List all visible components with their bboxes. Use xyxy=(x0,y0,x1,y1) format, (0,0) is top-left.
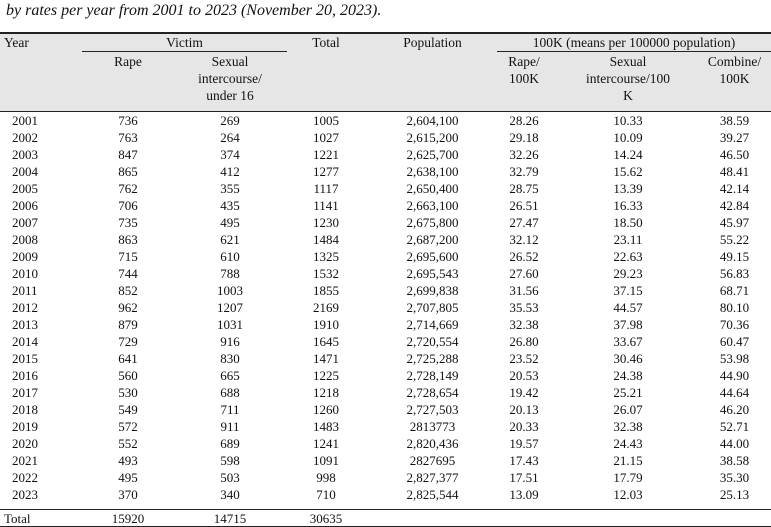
header-sexual-rate-line1: Sexual xyxy=(609,54,647,69)
table-caption: by rates per year from 2001 to 2023 (November 20, 2023). xyxy=(6,2,382,19)
cell-year: 2023 xyxy=(12,487,38,502)
cell-sexual-rate: 22.63 xyxy=(613,249,643,264)
header-sexual-rate-line2: intercourse/100 xyxy=(586,71,670,86)
cell-year: 2006 xyxy=(12,198,38,213)
totals-label: Total xyxy=(4,511,31,526)
cell-sexual: 264 xyxy=(220,130,240,145)
cell-rape-rate: 26.80 xyxy=(509,334,539,349)
cell-rape: 962 xyxy=(118,300,138,315)
cell-combine: 68.71 xyxy=(719,283,750,298)
header-rape-rate-line2: 100K xyxy=(509,71,539,86)
cell-rape-rate: 35.53 xyxy=(509,300,539,315)
cell-sexual: 435 xyxy=(220,198,240,213)
cell-total: 1225 xyxy=(313,368,339,383)
header-victim: Victim xyxy=(166,35,203,50)
cell-sexual-rate: 23.11 xyxy=(613,232,643,247)
cell-sexual: 374 xyxy=(220,147,240,162)
cell-total: 1645 xyxy=(313,334,339,349)
cell-year: 2013 xyxy=(12,317,38,332)
cell-rape-rate: 26.51 xyxy=(509,198,539,213)
header-sexual-rate-line3: K xyxy=(623,88,633,103)
cell-combine: 70.36 xyxy=(719,317,750,332)
cell-rape-rate: 27.60 xyxy=(509,266,539,281)
header-combine-line2: 100K xyxy=(719,71,750,86)
cell-total: 2169 xyxy=(313,300,339,315)
cell-combine: 38.58 xyxy=(719,453,750,468)
cell-total: 1532 xyxy=(313,266,339,281)
cell-total: 710 xyxy=(316,487,336,502)
cell-population: 2,615,200 xyxy=(406,130,459,145)
cell-rape: 744 xyxy=(118,266,138,281)
cell-sexual: 665 xyxy=(220,368,240,383)
cell-total: 1910 xyxy=(313,317,339,332)
cell-rape: 641 xyxy=(118,351,138,366)
cell-total: 998 xyxy=(316,470,336,485)
cell-combine: 80.10 xyxy=(719,300,750,315)
cell-sexual-rate: 17.79 xyxy=(613,470,643,485)
cell-year: 2021 xyxy=(12,453,38,468)
cell-population: 2,650,400 xyxy=(406,181,459,196)
cell-sexual-rate: 37.15 xyxy=(613,283,643,298)
cell-rape: 879 xyxy=(118,317,138,332)
cell-population: 2,720,554 xyxy=(406,334,459,349)
cell-rape-rate: 19.57 xyxy=(509,436,539,451)
cell-sexual: 689 xyxy=(220,436,240,451)
cell-sexual: 621 xyxy=(220,232,240,247)
cell-sexual: 1207 xyxy=(217,300,243,315)
totals-sexual: 14715 xyxy=(213,511,247,526)
cell-rape: 560 xyxy=(118,368,138,383)
header-year: Year xyxy=(4,35,29,50)
cell-combine: 44.64 xyxy=(719,385,750,400)
cell-total: 1260 xyxy=(313,402,339,417)
cell-sexual: 610 xyxy=(220,249,240,264)
cell-total: 1141 xyxy=(313,198,339,213)
cell-year: 2020 xyxy=(12,436,38,451)
cell-rape: 370 xyxy=(118,487,138,502)
cell-rape-rate: 29.18 xyxy=(509,130,539,145)
cell-rape-rate: 17.51 xyxy=(509,470,539,485)
cell-population: 2,663,100 xyxy=(406,198,459,213)
cell-rape-rate: 13.09 xyxy=(509,487,539,502)
cell-population: 2,827,377 xyxy=(406,470,459,485)
cell-rape-rate: 23.52 xyxy=(509,351,539,366)
cell-combine: 46.50 xyxy=(719,147,750,162)
cell-population: 2,625,700 xyxy=(406,147,459,162)
cell-year: 2017 xyxy=(12,385,38,400)
header-population: Population xyxy=(403,35,462,50)
cell-year: 2004 xyxy=(12,164,38,179)
cell-rape-rate: 26.52 xyxy=(509,249,539,264)
cell-sexual-rate: 30.46 xyxy=(613,351,643,366)
cell-sexual: 355 xyxy=(220,181,240,196)
header-rates-group: 100K (means per 100000 population) xyxy=(532,35,736,50)
cell-total: 1241 xyxy=(313,436,339,451)
cell-total: 1091 xyxy=(313,453,339,468)
cell-rape: 552 xyxy=(118,436,138,451)
cell-rape-rate: 20.53 xyxy=(509,368,539,383)
cell-total: 1484 xyxy=(313,232,339,247)
cell-sexual-rate: 15.62 xyxy=(613,164,643,179)
cell-rape-rate: 32.26 xyxy=(509,147,539,162)
cell-sexual-rate: 14.24 xyxy=(613,147,643,162)
header-total: Total xyxy=(312,35,340,50)
cell-year: 2016 xyxy=(12,368,38,383)
cell-rape-rate: 32.38 xyxy=(509,317,539,332)
cell-rape-rate: 20.13 xyxy=(509,402,539,417)
cell-year: 2003 xyxy=(12,147,38,162)
cell-sexual: 1031 xyxy=(217,317,243,332)
cell-year: 2018 xyxy=(12,402,38,417)
cell-sexual-rate: 44.57 xyxy=(613,300,643,315)
header-sexual-line1: Sexual xyxy=(211,54,249,69)
cell-combine: 38.59 xyxy=(719,113,750,128)
cell-sexual-rate: 25.21 xyxy=(613,385,643,400)
cell-rape: 863 xyxy=(118,232,138,247)
cell-year: 2011 xyxy=(12,283,38,298)
cell-sexual: 412 xyxy=(220,164,240,179)
cell-total: 1277 xyxy=(313,164,339,179)
cell-rape: 493 xyxy=(118,453,138,468)
cell-total: 1483 xyxy=(313,419,339,434)
cell-rape-rate: 19.42 xyxy=(509,385,539,400)
cell-population: 2,687,200 xyxy=(406,232,459,247)
cell-combine: 42.84 xyxy=(719,198,750,213)
cell-rape-rate: 28.75 xyxy=(509,181,539,196)
cell-year: 2019 xyxy=(12,419,38,434)
cell-rape: 729 xyxy=(118,334,138,349)
cell-rape: 706 xyxy=(118,198,138,213)
cell-sexual-rate: 13.39 xyxy=(613,181,643,196)
cell-combine: 44.00 xyxy=(719,436,750,451)
cell-total: 1230 xyxy=(313,215,339,230)
cell-sexual: 688 xyxy=(220,385,240,400)
cell-year: 2022 xyxy=(12,470,38,485)
cell-rape: 736 xyxy=(118,113,138,128)
cell-year: 2005 xyxy=(12,181,38,196)
cell-year: 2010 xyxy=(12,266,38,281)
cell-combine: 52.71 xyxy=(719,419,750,434)
cell-combine: 60.47 xyxy=(719,334,750,349)
cell-total: 1221 xyxy=(313,147,339,162)
cell-rape: 865 xyxy=(118,164,138,179)
cell-rape: 847 xyxy=(118,147,138,162)
cell-sexual: 830 xyxy=(220,351,240,366)
cell-sexual-rate: 16.33 xyxy=(613,198,643,213)
cell-combine: 53.98 xyxy=(719,351,750,366)
cell-year: 2012 xyxy=(12,300,38,315)
cell-sexual-rate: 10.09 xyxy=(613,130,643,145)
cell-population: 2,728,654 xyxy=(406,385,459,400)
cell-combine: 44.90 xyxy=(719,368,750,383)
cell-sexual: 495 xyxy=(220,215,240,230)
cell-combine: 49.15 xyxy=(719,249,750,264)
cell-population: 2,675,800 xyxy=(406,215,459,230)
cell-year: 2008 xyxy=(12,232,38,247)
cell-year: 2001 xyxy=(12,113,38,128)
cell-sexual-rate: 33.67 xyxy=(613,334,643,349)
cell-sexual: 911 xyxy=(220,419,240,434)
cell-sexual-rate: 29.23 xyxy=(613,266,643,281)
cell-sexual: 916 xyxy=(220,334,240,349)
cell-population: 2,699,838 xyxy=(406,283,459,298)
cell-rape: 572 xyxy=(118,419,138,434)
cell-rape-rate: 32.12 xyxy=(509,232,539,247)
cell-population: 2,727,503 xyxy=(406,402,459,417)
cell-combine: 35.30 xyxy=(719,470,750,485)
totals-total: 30635 xyxy=(309,511,343,526)
cell-total: 1855 xyxy=(313,283,339,298)
cell-sexual: 269 xyxy=(220,113,240,128)
cell-rape-rate: 17.43 xyxy=(509,453,539,468)
cell-sexual-rate: 32.38 xyxy=(613,419,643,434)
cell-sexual-rate: 24.43 xyxy=(613,436,643,451)
cell-combine: 46.20 xyxy=(719,402,750,417)
cell-rape: 763 xyxy=(118,130,138,145)
cell-combine: 48.41 xyxy=(719,164,750,179)
header-sexual-line3: under 16 xyxy=(206,88,254,103)
cell-population: 2,707,805 xyxy=(406,300,459,315)
cell-combine: 42.14 xyxy=(719,181,750,196)
cell-total: 1027 xyxy=(313,130,339,145)
cell-sexual-rate: 12.03 xyxy=(613,487,643,502)
cell-rape-rate: 31.56 xyxy=(509,283,539,298)
cell-sexual-rate: 26.07 xyxy=(613,402,643,417)
cell-sexual: 711 xyxy=(220,402,240,417)
cell-year: 2007 xyxy=(12,215,38,230)
cell-population: 2,825,544 xyxy=(406,487,459,502)
cell-total: 1325 xyxy=(313,249,339,264)
cell-sexual: 788 xyxy=(220,266,240,281)
cell-population: 2,714,669 xyxy=(406,317,459,332)
cell-rape-rate: 32.79 xyxy=(509,164,539,179)
header-rape: Rape xyxy=(114,54,142,69)
cell-population: 2,604,100 xyxy=(406,113,459,128)
header-rape-rate-line1: Rape/ xyxy=(508,54,540,69)
cell-rape-rate: 28.26 xyxy=(509,113,539,128)
cell-year: 2015 xyxy=(12,351,38,366)
cell-rape: 495 xyxy=(118,470,138,485)
cell-rape: 530 xyxy=(118,385,138,400)
cell-sexual: 503 xyxy=(220,470,240,485)
cell-population: 2827695 xyxy=(409,453,456,468)
cell-total: 1471 xyxy=(313,351,339,366)
cell-sexual: 340 xyxy=(220,487,240,502)
cell-sexual-rate: 18.50 xyxy=(613,215,643,230)
cell-sexual-rate: 21.15 xyxy=(613,453,643,468)
header-sexual-line2: intercourse/ xyxy=(198,71,262,86)
cell-population: 2,725,288 xyxy=(406,351,459,366)
cell-sexual-rate: 24.38 xyxy=(613,368,643,383)
cell-year: 2002 xyxy=(12,130,38,145)
cell-combine: 55.22 xyxy=(719,232,750,247)
header-combine-line1: Combine/ xyxy=(707,54,762,69)
cell-population: 2,820,436 xyxy=(406,436,459,451)
cell-rape: 549 xyxy=(118,402,138,417)
cell-sexual-rate: 37.98 xyxy=(613,317,643,332)
cell-combine: 25.13 xyxy=(719,487,750,502)
cell-rape: 735 xyxy=(118,215,138,230)
cell-sexual: 598 xyxy=(220,453,240,468)
totals-rape: 15920 xyxy=(111,511,145,526)
cell-total: 1218 xyxy=(313,385,339,400)
cell-sexual-rate: 10.33 xyxy=(613,113,643,128)
cell-combine: 56.83 xyxy=(719,266,750,281)
cell-rape: 762 xyxy=(118,181,138,196)
cell-rape-rate: 20.33 xyxy=(509,419,539,434)
cell-population: 2,638,100 xyxy=(406,164,459,179)
cell-combine: 45.97 xyxy=(719,215,750,230)
cell-rape-rate: 27.47 xyxy=(509,215,539,230)
cell-rape: 715 xyxy=(118,249,138,264)
cell-sexual: 1003 xyxy=(217,283,243,298)
cell-combine: 39.27 xyxy=(719,130,750,145)
cell-population: 2,695,600 xyxy=(406,249,459,264)
cell-year: 2014 xyxy=(12,334,38,349)
cell-population: 2,728,149 xyxy=(406,368,459,383)
cell-total: 1117 xyxy=(313,181,339,196)
cell-population: 2,695,543 xyxy=(406,266,459,281)
cell-rape: 852 xyxy=(118,283,138,298)
cell-year: 2009 xyxy=(12,249,38,264)
cell-population: 2813773 xyxy=(409,419,456,434)
cell-total: 1005 xyxy=(313,113,339,128)
